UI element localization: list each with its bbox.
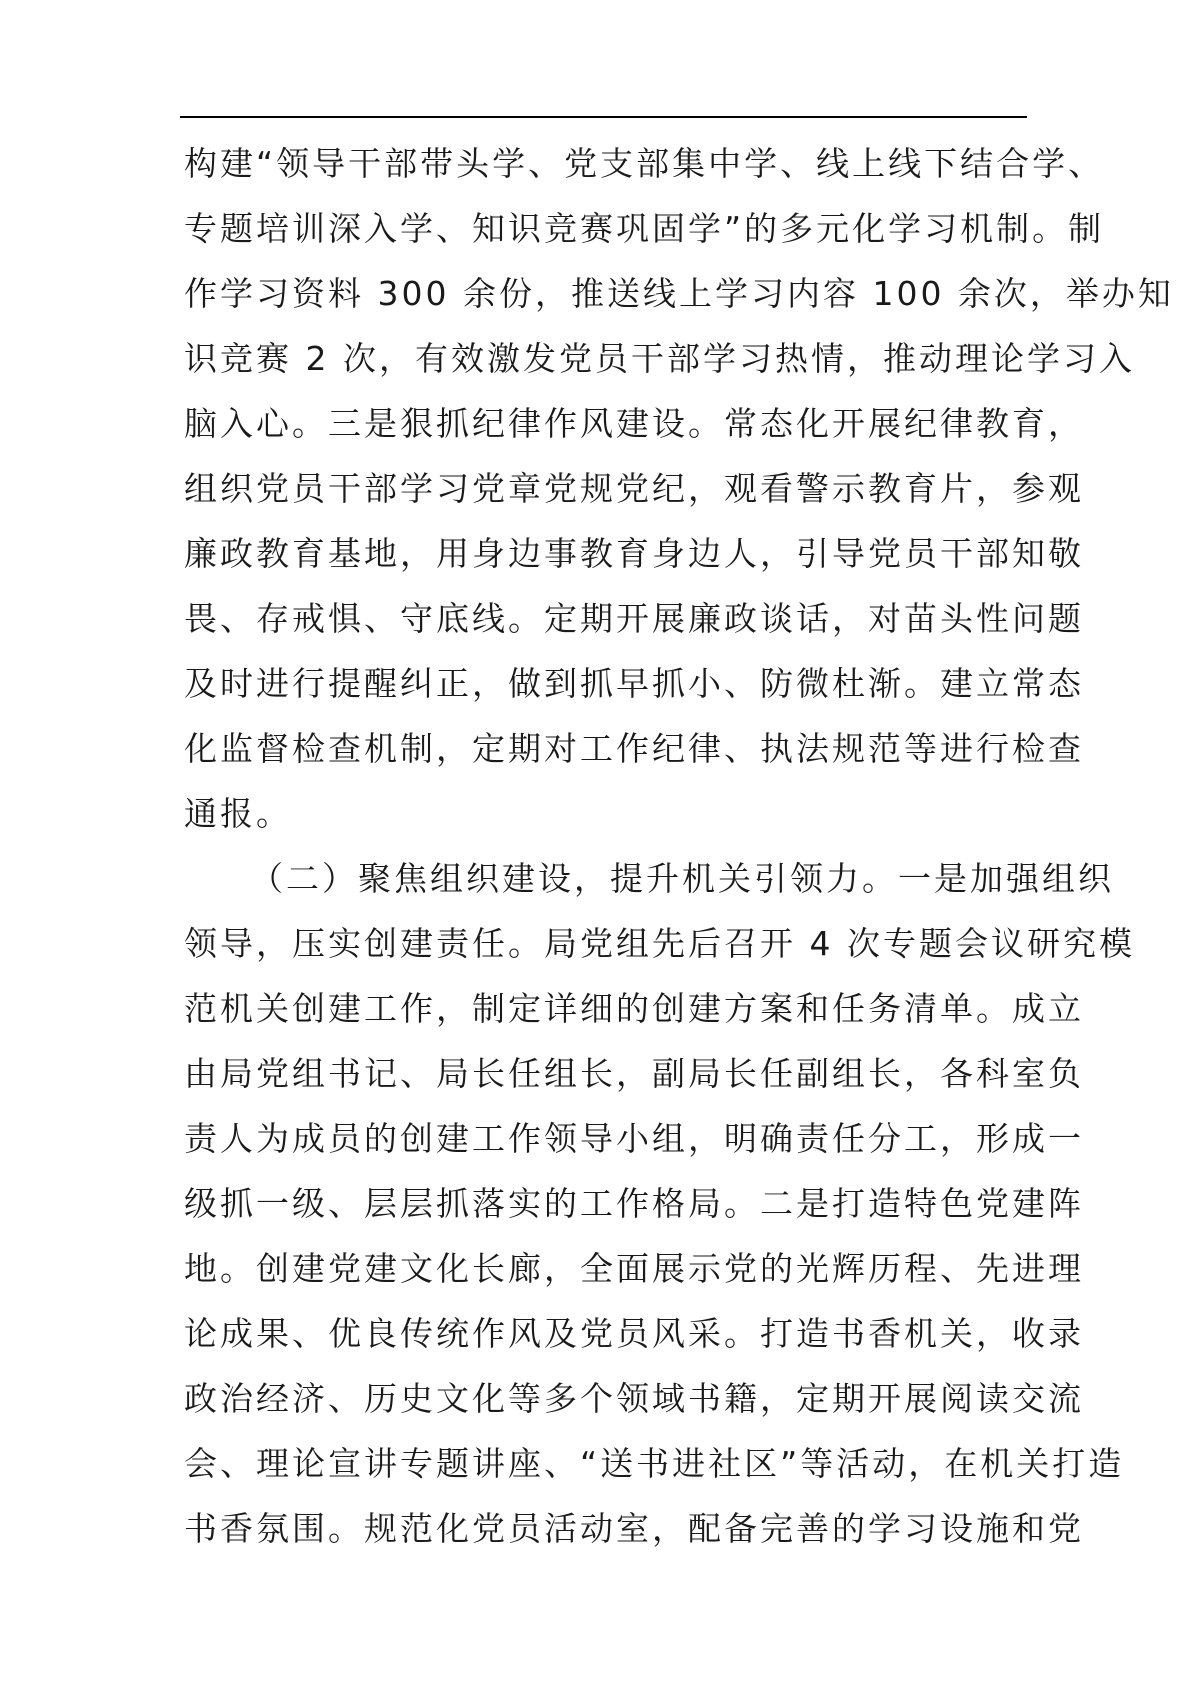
text-line: 畏、存戒惧、守底线。定期开展廉政谈话，对苗头性问题: [184, 599, 1084, 638]
header-rule: [180, 116, 1027, 118]
text-line: 会、理论宣讲专题讲座、“送书进社区”等活动，在机关打造: [184, 1444, 1125, 1483]
text-line: 范机关创建工作，制定详细的创建方案和任务清单。成立: [184, 989, 1084, 1028]
text-line: 政治经济、历史文化等多个领域书籍，定期开展阅读交流: [184, 1379, 1084, 1418]
text-line: 廉政教育基地，用身边事教育身边人，引导党员干部知敬: [184, 534, 1084, 573]
text-line: 脑入心。三是狠抓纪律作风建设。常态化开展纪律教育，: [184, 404, 1084, 443]
text-line: 化监督检查机制，定期对工作纪律、执法规范等进行检查: [184, 729, 1084, 768]
text-line: 地。创建党建文化长廊，全面展示党的光辉历程、先进理: [184, 1249, 1084, 1288]
text-line: 责人为成员的创建工作领导小组，明确责任分工，形成一: [184, 1119, 1084, 1158]
text-line: 论成果、优良传统作风及党员风采。打造书香机关，收录: [184, 1314, 1084, 1353]
text-line: 由局党组书记、局长任组长，副局长任副组长，各科室负: [184, 1054, 1084, 1093]
text-line: 领导，压实创建责任。局党组先后召开 4 次专题会议研究模: [184, 924, 1135, 963]
text-line: 书香氛围。规范化党员活动室，配备完善的学习设施和党: [184, 1509, 1084, 1548]
text-line: 组织党员干部学习党章党规党纪，观看警示教育片，参观: [184, 469, 1084, 508]
text-line: 通报。: [184, 794, 292, 833]
text-line: 作学习资料 300 余份，推送线上学习内容 100 余次，举办知: [184, 274, 1174, 313]
text-line: 识竞赛 2 次，有效激发党员干部学习热情，推动理论学习入: [184, 339, 1135, 378]
text-line: 级抓一级、层层抓落实的工作格局。二是打造特色党建阵: [184, 1184, 1084, 1223]
text-line: 及时进行提醒纠正，做到抓早抓小、防微杜渐。建立常态: [184, 664, 1084, 703]
section-heading-line: （二）聚焦组织建设，提升机关引领力。一是加强组织: [250, 859, 1114, 898]
body-text: [184, 131, 1174, 1561]
text-line: 构建“领导干部带头学、党支部集中学、线上线下结合学、: [184, 144, 1105, 183]
text-line: 专题培训深入学、知识竞赛巩固学”的多元化学习机制。制: [184, 209, 1105, 248]
